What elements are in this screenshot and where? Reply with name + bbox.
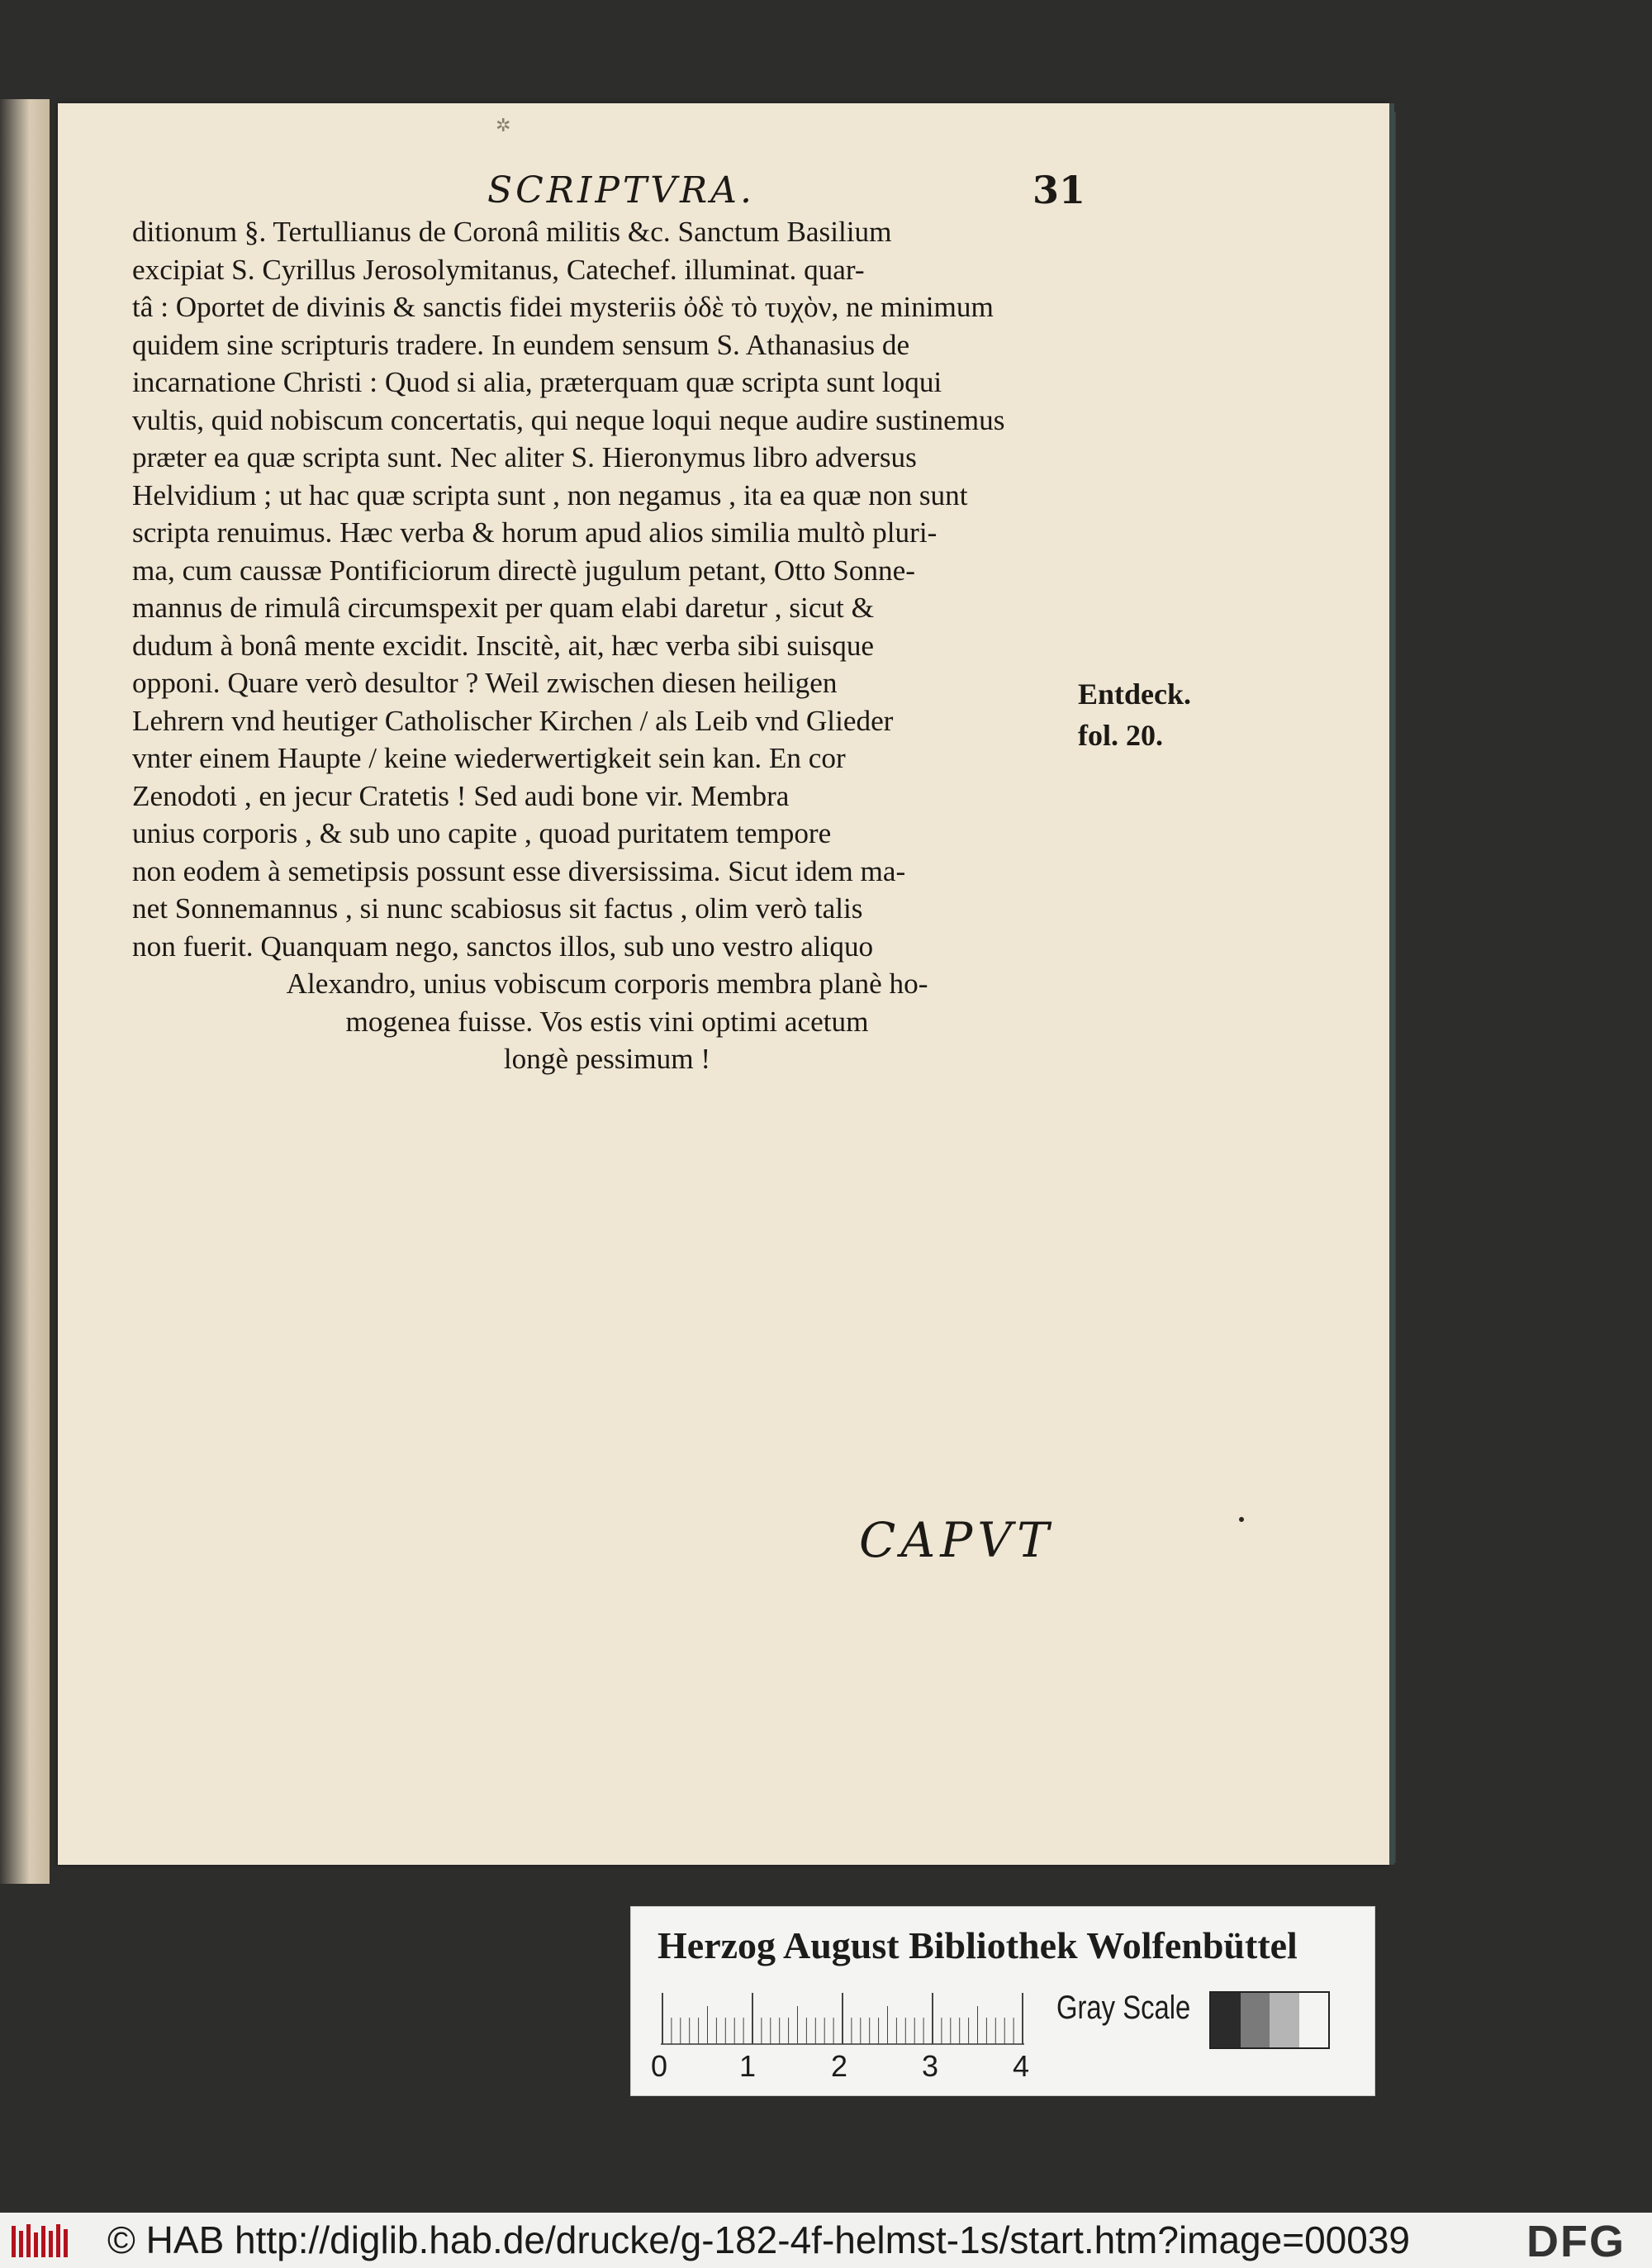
ruler-digit: 2 [831, 2049, 848, 2083]
gray-swatch [1241, 1993, 1270, 2047]
gray-swatch [1270, 1993, 1299, 2047]
text-line: dudum à bonâ mente excidit. Inscitè, ait, hæc verba sibi suisque [132, 629, 875, 662]
closing-line: mogenea fuisse. Vos estis vini optimi acetum [345, 1005, 869, 1038]
text-line: tâ : Oportet de divinis & sanctis fidei mysteriis ὀδὲ τὸ τυχὸν, ne minimum [132, 291, 994, 323]
marginal-note [1078, 673, 1210, 756]
ruler-scale [661, 1993, 1032, 2046]
ruler-digits [651, 2049, 1031, 2082]
gray-swatch [1211, 1993, 1241, 2047]
ruler-digit: 3 [922, 2049, 939, 2083]
marginal-note-line: fol. 20. [1078, 719, 1163, 752]
ruler-digit: 4 [1013, 2049, 1030, 2083]
text-line: ma, cum caussæ Pontificiorum directè jugulum petant, Otto Sonne- [132, 554, 915, 587]
closing-line: longè pessimum ! [503, 1043, 711, 1075]
page-number: 31 [1032, 168, 1086, 212]
hab-logo-icon [10, 2221, 69, 2261]
text-line: net Sonnemannus , si nunc scabiosus sit factus , olim verò talis [132, 892, 863, 925]
text-line: præter ea quæ scripta sunt. Nec aliter S. Hieronymus libro adversus [132, 441, 917, 473]
library-name: Herzog August Bibliothek Wolfenbüttel [657, 1924, 1298, 1966]
text-line: Lehrern vnd heutiger Catholischer Kirchen / als Leib vnd Glieder [132, 704, 894, 737]
ruler-digit: 1 [739, 2049, 757, 2083]
catchword: CAPVT [859, 1512, 1054, 1568]
ruler-digit: 0 [651, 2049, 668, 2083]
dfg-logo: DFG [1526, 2217, 1626, 2266]
text-line: incarnatione Christi : Quod si alia, præterquam quæ scripta sunt loqui [132, 366, 942, 398]
text-line: opponi. Quare verò desultor ? Weil zwischen diesen heiligen [132, 667, 838, 699]
ink-spot [1239, 1517, 1244, 1522]
gray-swatch [1299, 1993, 1329, 2047]
text-line: Helvidium ; ut hac quæ scripta sunt , non negamus , ita ea quæ non sunt [132, 478, 968, 511]
text-line: mannus de rimulâ circumspexit per quam elabi daretur , sicut & [132, 592, 874, 624]
library-color-card [630, 1906, 1375, 2096]
gray-scale-swatch [1209, 1991, 1330, 2049]
text-line: unius corporis , & sub uno capite , quoad puritatem tempore [132, 817, 832, 849]
ornament-mark: ✲ [496, 116, 511, 136]
text-line: scripta renuimus. Hæc verba & horum apud alios similia multò pluri- [132, 516, 938, 549]
text-line: excipiat S. Cyrillus Jerosolymitanus, Catechef. illuminat. quar- [132, 253, 865, 286]
text-line: quidem sine scripturis tradere. In eundem sensum S. Athanasius de [132, 328, 910, 361]
running-head: SCRIPTVRA. [487, 169, 755, 212]
footer-url[interactable]: © HAB http://diglib.hab.de/drucke/g-182-4f-helmst-1s/start.htm?image=00039 [107, 2218, 1411, 2261]
footer-bar [0, 2213, 1652, 2268]
text-line: ditionum §. Tertullianus de Coronâ militis &c. Sanctum Basilium [132, 216, 892, 248]
text-line: vnter einem Haupte / keine wiederwertigkeit sein kan. En cor [132, 742, 846, 774]
text-line: Zenodoti , en jecur Cratetis ! Sed audi bone vir. Membra [132, 779, 790, 812]
text-line: vultis, quid nobiscum concertatis, qui neque loqui neque audire sustinemus [132, 403, 1005, 436]
text-line: non fuerit. Quanquam nego, sanctos illos, sub uno vestro aliquo [132, 930, 874, 963]
closing-line: Alexandro, unius vobiscum corporis membra planè ho- [286, 968, 928, 1000]
adjacent-page-edge [0, 99, 50, 1884]
gray-scale-label: Gray Scale [1056, 1990, 1191, 2026]
body-text [132, 213, 1082, 1078]
marginal-note-line: Entdeck. [1078, 678, 1192, 711]
text-line: non eodem à semetipsis possunt esse diversissima. Sicut idem ma- [132, 854, 906, 887]
